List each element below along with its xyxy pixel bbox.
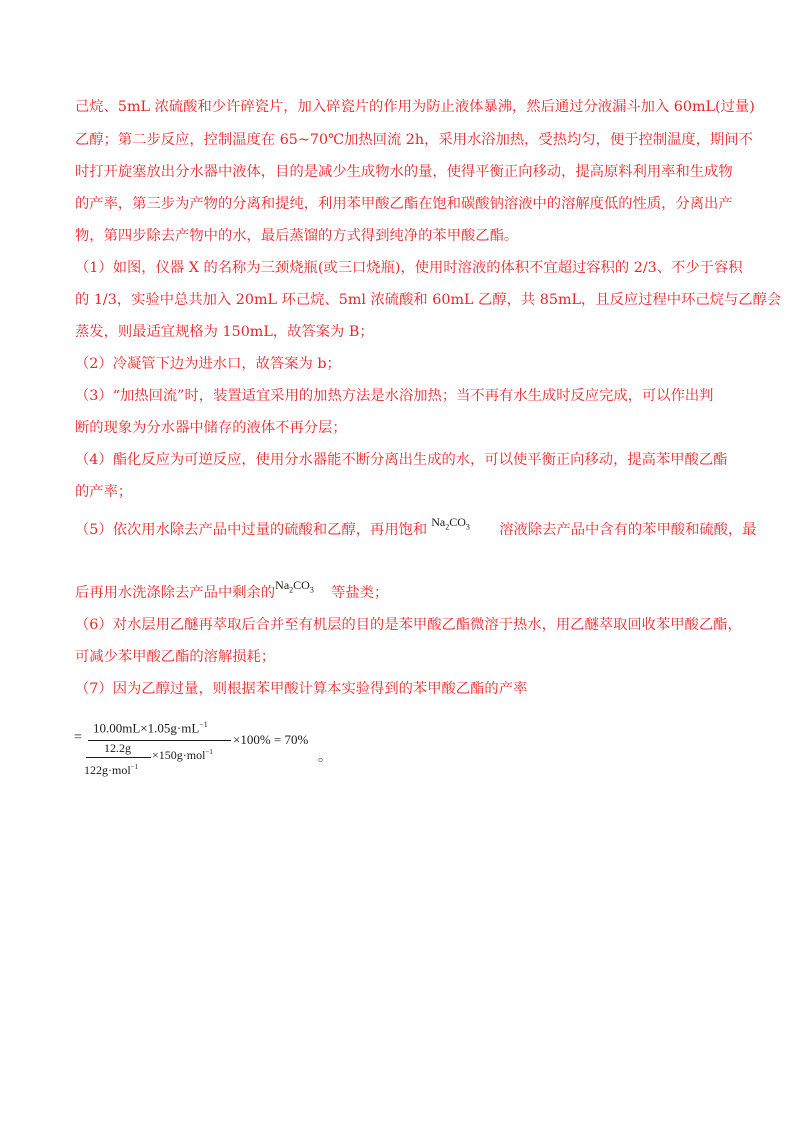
formula-result: ×100% = 70% [233, 732, 309, 747]
answer-7: （7）因为乙醇过量，则根据苯甲酸计算本实验得到的苯甲酸乙酯的产率 [75, 681, 528, 697]
formula-inner-numerator: 12.2g [104, 741, 131, 755]
answer-6-line: （6）对水层用乙醚再萃取后合并至有机层的目的是苯甲酸乙酯微溶于热水，用乙醚萃取回收苯甲酸乙酯， [75, 617, 742, 633]
answer-3-line: （3）“加热回流”时，装置适宜采用的加热方法是水浴加热；当不再有水生成时反应完成，可以作出判 [75, 388, 714, 404]
answer-5-text: 后再用水洗涤除去产品中剩余的 [75, 585, 276, 601]
answer-1-line: 蒸发，则最适宜规格为 150mL，故答案为 B； [75, 324, 374, 340]
answer-4-line: （4）酯化反应为可逆反应，使用分水器能不断分离出生成的水，可以使平衡正向移动，提高苯甲酸乙酯 [75, 452, 728, 468]
answer-4-line: 的产率； [75, 484, 133, 500]
inner-fraction-bar [86, 757, 151, 758]
formula-numerator: $10.00mL\times 1.05g\cdot mL^{-1}$ [93, 720, 208, 736]
answer-2: （2）冷凝管下边为进水口，故答案为 b； [75, 356, 341, 372]
answer-5-line: 后再用水洗涤除去产品中剩余的 $Na_2CO_3$ 等盐类； [75, 578, 389, 601]
text-line: 的产率，第三步为产物的分离和提纯，利用苯甲酸乙酯在饱和碳酸钠溶液中的溶解度低的性质，分离出产 [75, 196, 733, 212]
formula-eq: = [74, 730, 82, 745]
answer-5-line: （5）依次用水除去产品中过量的硫酸和乙醇，再用饱和 $Na_2CO_3$ 溶液除去产品中含有的苯甲酸和硫酸，最 [75, 515, 757, 538]
answer-6-line: 可减少苯甲酸乙酯的溶解损耗； [75, 649, 276, 665]
answer-1-line: 的 1/3，实验中总共加入 20mL 环己烷、5ml 浓硫酸和 60mL 乙醇，共 85mL，且反应过程中环己烷与乙醇会 [75, 292, 782, 308]
text-line: 乙醇；第二步反应，控制温度在 65~70℃加热回流 2h，采用水浴加热，受热均匀，便于控制温度，期间不 [75, 132, 753, 148]
text-line: 物，第四步除去产物中的水，最后蒸馏的方式得到纯净的苯甲酸乙酯。 [75, 228, 519, 244]
answer-3-line: 断的现象为分水器中储存的液体不再分层； [75, 420, 347, 436]
text-line: 时打开旋塞放出分水器中液体，目的是减少生成物水的量，使得平衡正向移动，提高原料利用率和生成物 [75, 164, 733, 180]
text-line: 己烷、5mL 浓硫酸和少许碎瓷片，加入碎瓷片的作用为防止液体暴沸，然后通过分液漏斗加入 60mL(过量) [75, 99, 755, 115]
formula-end-mark: 。 [318, 750, 332, 765]
formula-inner-denominator: 122g·mol$^{-1}$ [84, 763, 139, 777]
answer-1-line: （1）如图，仪器 X 的名称为三颈烧瓶(或三口烧瓶)，使用时溶液的体积不宜超过容积的 2/3、不少于容积 [75, 260, 743, 276]
formula-denominator-rest: ×150g·mol$^{-1}$ [152, 748, 213, 762]
answer-5-text: （5）依次用水除去产品中过量的硫酸和乙醇，再用饱和 [75, 522, 428, 538]
answer-5-text: 等盐类； [331, 585, 389, 601]
answer-5-text: 溶液除去产品中含有的苯甲酸和硫酸，最 [499, 522, 757, 538]
